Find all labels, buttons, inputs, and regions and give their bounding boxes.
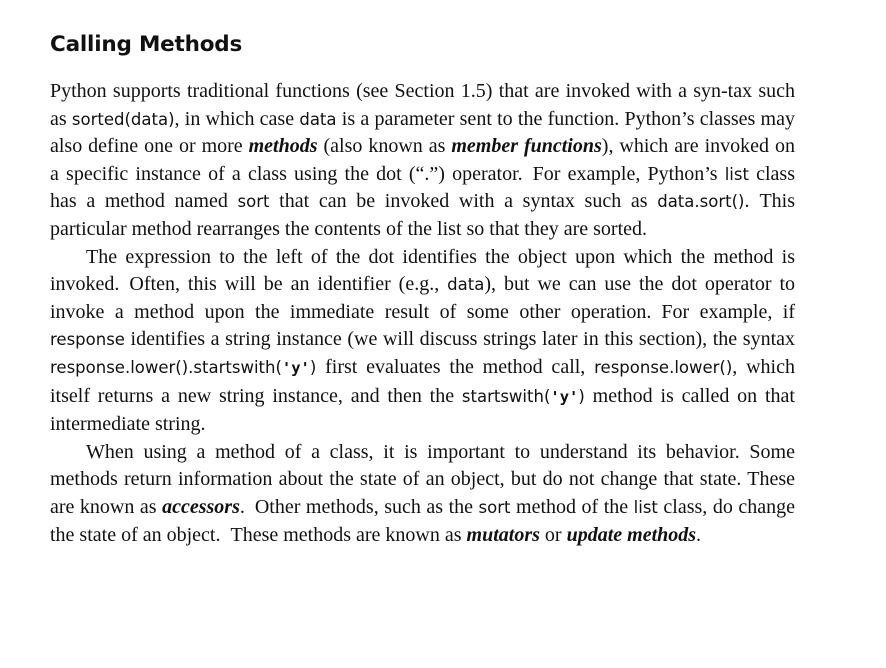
code-response: response: [50, 330, 125, 350]
text-run: . This particular method rearranges the contents of the list so that they are sorted.: [50, 190, 796, 240]
paragraph-3: [50, 439, 795, 549]
text-run: When using a method of a class, it is important to understand its behavior. Some methods return information about the state of an object, but do not change that state. These are known as: [50, 440, 795, 518]
code-close-paren: ): [309, 357, 317, 377]
text-run: that can be invoked with a syntax such as: [269, 190, 658, 213]
term-accessors: accessors: [162, 495, 240, 518]
text-run: method is called on that intermediate string.: [50, 384, 795, 436]
text-page: [50, 32, 795, 549]
text-run: identifies a string instance (we will discuss strings later in this section), the syntax: [124, 328, 795, 351]
code-data: data: [447, 275, 485, 295]
code-startswith: startswith(: [461, 386, 551, 406]
paragraph-2: [50, 244, 795, 439]
text-run: class has a method named: [50, 162, 796, 213]
text-run: , in which case: [174, 107, 300, 130]
section-heading: Calling Methods: [50, 32, 243, 57]
text-run: The expression to the left of the dot identifies the object upon which the method is invoked. Often, this will be an identifier (e.g.,: [50, 245, 795, 296]
string-literal-y: 'y': [550, 387, 579, 406]
code-sorted-data: sorted(data): [71, 109, 175, 129]
code-response-lower-startswith: response.lower().startswith(: [50, 357, 282, 377]
code-data-sort: data.sort(): [657, 192, 745, 212]
text-run: , which itself returns a new string instance, and then the: [50, 355, 795, 407]
text-run: . Other methods, such as the: [239, 495, 479, 518]
text-run: is a parameter sent to the function. Python’s classes may also define one or more: [50, 107, 795, 158]
text-run: or: [539, 523, 567, 546]
paragraph-1: [50, 78, 795, 244]
term-update-methods: update methods: [566, 523, 697, 546]
code-list: list: [633, 497, 658, 517]
text-run: .: [696, 523, 702, 546]
text-run: (also known as: [317, 135, 452, 158]
term-methods: methods: [248, 135, 318, 158]
term-mutators: mutators: [466, 523, 540, 546]
text-run: method of the: [510, 495, 634, 518]
text-run: Python supports traditional functions (see Section 1.5) that are invoked with a syn-tax such as: [50, 80, 795, 130]
code-data: data: [299, 109, 337, 129]
code-sort: sort: [478, 497, 511, 517]
code-close-paren: ): [578, 386, 585, 406]
text-run: ), which are invoked on a specific instance of a class using the dot (“.”) operator. For example, Python’s: [50, 135, 796, 185]
code-list: list: [724, 164, 749, 184]
term-member-functions: member functions: [451, 135, 602, 158]
text-run: ), but we can use the dot operator to invoke a method upon the immediate result of some other operation. For example, if: [50, 273, 795, 323]
code-response-lower: response.lower(): [594, 357, 733, 377]
code-sort: sort: [237, 192, 270, 212]
text-run: first evaluates the method call,: [316, 355, 595, 378]
string-literal-y: 'y': [281, 358, 310, 377]
text-run: class, do change the state of an object. These methods are known as: [50, 495, 795, 546]
